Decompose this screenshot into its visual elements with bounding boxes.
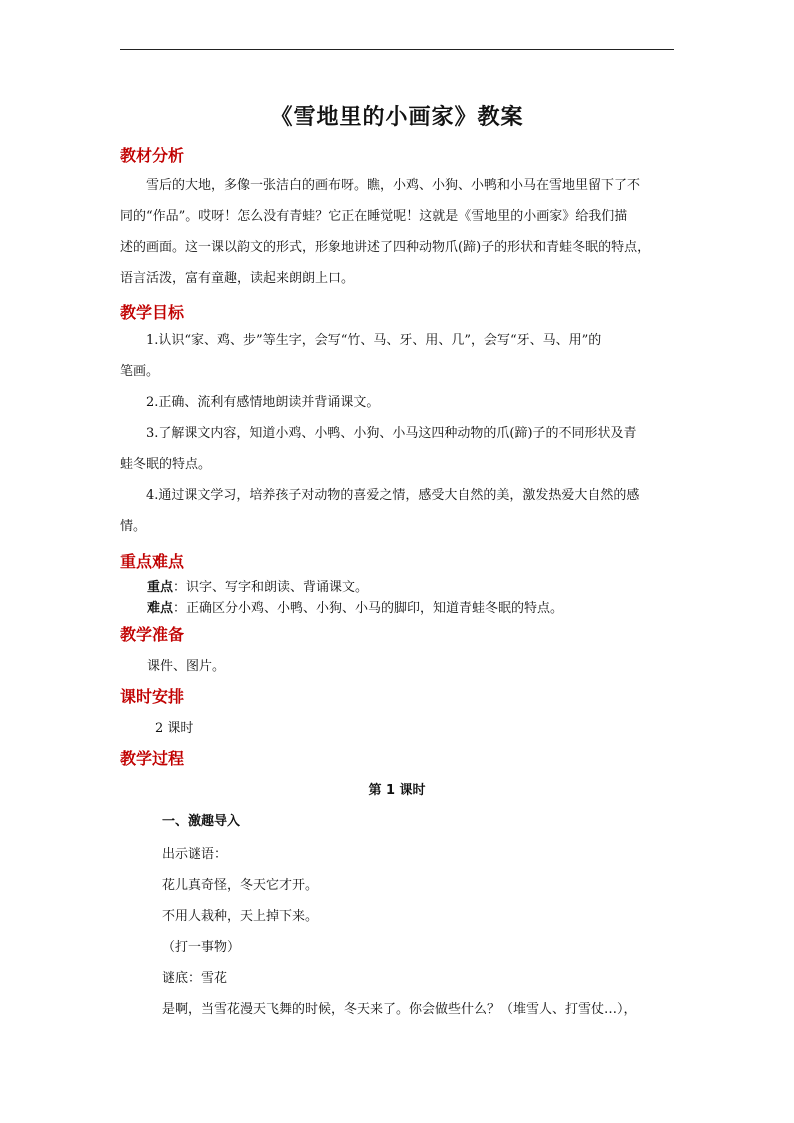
process-line: 出示谜语： [162,847,228,862]
goal-item-3-line: 蛙冬眠的特点。 [120,457,212,472]
process-line: 不用人栽种，天上掉下来。 [162,909,319,924]
key-point-label: 重点 [147,580,174,595]
section-heading-keypoints: 重点难点 [120,552,185,571]
process-line: 谜底：雪花 [162,971,228,986]
goals-list [120,325,676,542]
difficulty-text: ：正确区分小鸡、小鸭、小狗、小马的脚印，知道青蛙冬眠的特点。 [173,601,564,616]
section-heading-process: 教学过程 [120,749,185,768]
section-heading-prep: 教学准备 [120,625,185,644]
section-heading-schedule: 课时安排 [120,687,185,706]
goal-item-4-line: 情。 [120,519,147,534]
analysis-line: 语言活泼，富有童趣，读起来朗朗上口。 [120,271,355,286]
page-title: 《雪地里的小画家》教案 [270,104,524,130]
process-line: 是啊，当雪花漫天飞舞的时候，冬天来了。你会做些什么？（堆雪人、打雪仗…）， [162,1002,637,1017]
goal-item-4-line: 4.通过课文学习，培养孩子对动物的喜爱之情，感受大自然的美，激发热爱大自然的感 [146,488,640,503]
analysis-paragraph [120,170,676,294]
difficulty-line [147,597,563,616]
section-heading-analysis: 教材分析 [120,146,185,165]
difficulty-label: 难点 [147,601,174,616]
analysis-line: 述的画面。这一课以韵文的形式，形象地讲述了四种动物爪(蹄)子的形状和青蛙冬眠的特点， [120,240,651,255]
lesson-title: 第 1 课时 [368,783,426,798]
process-line: （打一事物） [162,940,241,955]
goal-item-1-line: 1.认识“家、鸡、步”等生字，会写“竹、马、牙、用、几”，会写“牙、马、用”的 [146,333,602,348]
goal-item-2: 2.正确、流利有感情地朗读并背诵课文。 [146,395,380,410]
key-point-line [147,576,368,595]
process-line: 花儿真奇怪，冬天它才开。 [162,878,319,893]
header-rule [120,49,674,50]
key-point-text: ：识字、写字和朗读、背诵课文。 [173,580,369,595]
section-heading-goals: 教学目标 [120,303,185,322]
goal-item-1-line: 笔画。 [120,364,160,379]
prep-text: 课件、图片。 [147,659,226,674]
goal-item-3-line: 3.了解课文内容，知道小鸡、小鸭、小狗、小马这四种动物的爪(蹄)子的不同形状及青 [146,426,637,441]
analysis-line: 同的“作品”。哎呀！怎么没有青蛙？它正在睡觉呢！这就是《雪地里的小画家》给我们描 [120,209,628,224]
schedule-text: 2 课时 [155,721,194,736]
analysis-line: 雪后的大地，多像一张洁白的画布呀。瞧，小鸡、小狗、小鸭和小马在雪地里留下了不 [146,178,641,193]
step-heading: 一、激趣导入 [162,814,241,829]
